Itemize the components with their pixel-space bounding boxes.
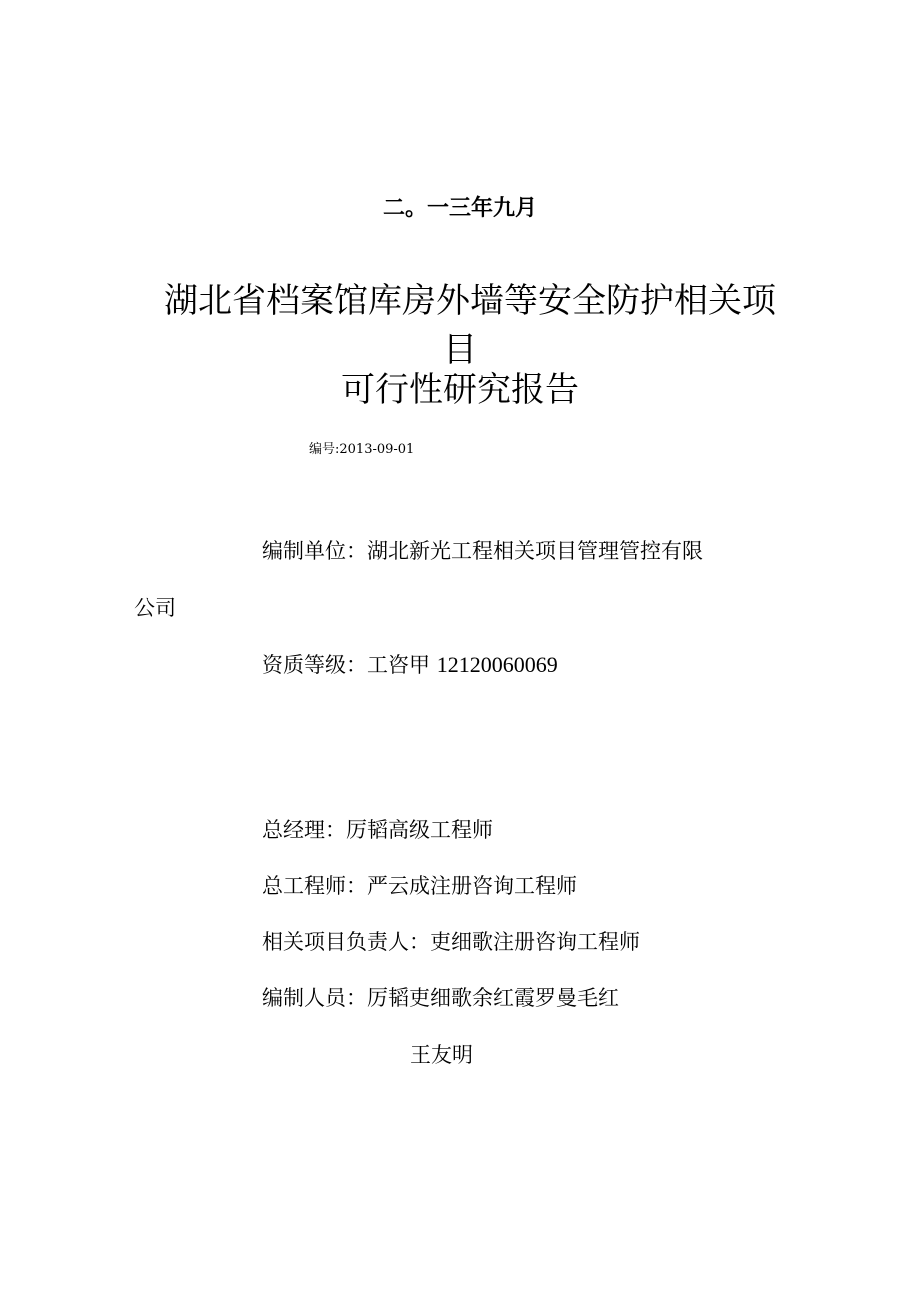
qualification-grade <box>262 654 558 676</box>
report-title-line-1: 湖北省档案馆库房外墙等安全防护相关项 <box>164 281 776 321</box>
chief-engineer: 总工程师：严云成注册咨询工程师 <box>262 874 577 898</box>
project-lead: 相关项目负责人：吏细歌注册咨询工程师 <box>262 930 640 954</box>
compilers-continuation: 王友明 <box>410 1043 473 1067</box>
document-code: 编号:2013-09-01 <box>309 442 415 457</box>
general-manager: 总经理：厉韬高级工程师 <box>262 818 493 842</box>
compiling-unit-continuation: 公司 <box>134 596 176 620</box>
report-title-line-3: 可行性研究报告 <box>341 370 579 410</box>
report-title-line-2: 目 <box>443 330 477 370</box>
date-line: 二。一三年九月 <box>382 196 537 221</box>
qualification-number: 12120060069 <box>436 652 558 677</box>
compilers: 编制人员：厉韬吏细歌余红霞罗曼毛红 <box>262 986 619 1010</box>
compiling-unit: 编制单位：湖北新光工程相关项目管理管控有限 <box>262 539 703 563</box>
qualification-label: 资质等级：工咨甲 <box>262 653 437 677</box>
